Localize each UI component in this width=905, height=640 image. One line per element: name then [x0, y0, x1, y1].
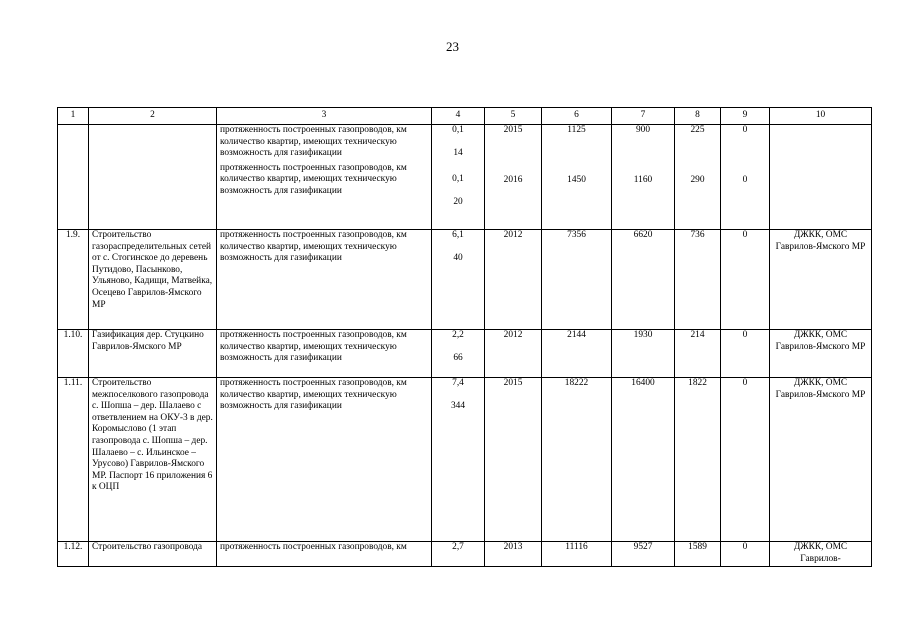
indicator-apartments: количество квартир, имеющих техническую возможность для газификации [220, 136, 397, 159]
row-name: Строительство газораспределительных сетей от с. Стогинское до деревень Путидово, Пасынково, Ульяново, Кадищи, Матвейка, Осецево Гаврилов-Ямского МР [89, 230, 217, 330]
header-cell: 3 [217, 108, 432, 125]
row-number: 1.12. [58, 542, 89, 567]
value-cell [432, 230, 485, 330]
col7-cell: 1930 [612, 330, 675, 378]
executor-cell: ДЖКК, ОМС Гаврилов-Ямского МР [770, 230, 872, 330]
year-cell [485, 125, 542, 230]
indicator-length: протяженность построенных газопроводов, км [220, 378, 407, 388]
total-cell: 11116 [542, 542, 612, 567]
header-cell: 8 [675, 108, 721, 125]
row-number [58, 125, 89, 230]
table-row [58, 378, 872, 542]
executor-cell [770, 125, 872, 230]
indicator-length: протяженность построенных газопроводов, км [220, 330, 407, 340]
indicator-apartments: количество квартир, имеющих техническую возможность для газификации [220, 341, 397, 364]
value-apartments: 14 [453, 147, 463, 158]
value-apartments: 344 [450, 400, 466, 411]
table-row [58, 330, 872, 378]
table-row [58, 125, 872, 230]
indicator-length: протяженность построенных газопроводов, км [220, 125, 407, 135]
row-number: 1.11. [58, 378, 89, 542]
col7-value: 1160 [633, 174, 653, 185]
indicators-cell [217, 330, 432, 378]
col8-cell: 1822 [675, 378, 721, 542]
value-length: 0,1 [452, 174, 464, 185]
value-cell [432, 378, 485, 542]
indicator-length: протяженность построенных газопроводов, км [220, 230, 407, 240]
total-value: 1450 [567, 174, 586, 185]
indicator-apartments: количество квартир, имеющих техническую возможность для газификации [220, 241, 397, 264]
col7-value: 900 [635, 125, 651, 135]
header-cell: 9 [721, 108, 770, 125]
gasification-table [57, 107, 872, 567]
indicators-cell [217, 125, 432, 230]
col8-cell: 736 [675, 230, 721, 330]
row-number: 1.9. [58, 230, 89, 330]
indicator-apartments: количество квартир, имеющих техническую возможность для газификации [220, 174, 397, 196]
year-cell: 2013 [485, 542, 542, 567]
col9-cell: 0 [721, 330, 770, 378]
value-length: 7,4 [452, 378, 464, 388]
year-cell: 2015 [485, 378, 542, 542]
indicators-cell [217, 230, 432, 330]
value-cell [432, 125, 485, 230]
indicator-length: протяженность построенных газопроводов, км [220, 162, 407, 173]
indicators-cell [217, 542, 432, 567]
col8-cell: 1589 [675, 542, 721, 567]
value-apartments: 66 [453, 352, 463, 363]
row-name: Строительство газопровода [89, 542, 217, 567]
value-cell [432, 330, 485, 378]
value-apartments: 40 [453, 252, 463, 263]
row-number: 1.10. [58, 330, 89, 378]
year-cell: 2012 [485, 230, 542, 330]
total-value: 1125 [567, 125, 586, 135]
row-name: Газификация дер. Стуцкино Гаврилов-Ямского МР [89, 330, 217, 378]
header-cell: 7 [612, 108, 675, 125]
table-row [58, 542, 872, 567]
page-number: 23 [446, 39, 459, 54]
col9-cell: 0 [721, 230, 770, 330]
col7-cell [612, 125, 675, 230]
col7-cell: 9527 [612, 542, 675, 567]
col8-value: 290 [690, 174, 705, 185]
indicator-apartments: количество квартир, имеющих техническую возможность для газификации [220, 389, 397, 412]
col8-cell [675, 125, 721, 230]
col9-value: 0 [742, 174, 748, 185]
header-cell: 4 [432, 108, 485, 125]
header-cell: 10 [770, 108, 872, 125]
col9-cell [721, 125, 770, 230]
executor-cell: ДЖКК, ОМС Гаврилов-Ямского МР [770, 378, 872, 542]
table-row [58, 230, 872, 330]
row-name: Строительство межпоселкового газопровода с. Шопша – дер. Шалаево с ответвлением на ОКУ-3 в дер. Коромыслово (1 этап газопровода с. Шопша – дер. Шалаево – с. Ильинское – Урусово) Гаврилов-Ямского МР. Паспорт 16 приложения 6 к ОЦП [89, 378, 217, 542]
col9-value: 0 [742, 125, 748, 135]
header-cell: 2 [89, 108, 217, 125]
value-length: 2,2 [452, 330, 464, 340]
col9-cell: 0 [721, 542, 770, 567]
indicator-length: протяженность построенных газопроводов, км [220, 542, 407, 552]
header-cell: 6 [542, 108, 612, 125]
col7-cell: 6620 [612, 230, 675, 330]
executor-cell: ДЖКК, ОМС Гаврилов- [770, 542, 872, 567]
value-cell: 2,7 [432, 542, 485, 567]
value-apartments: 20 [453, 196, 463, 207]
total-cell: 2144 [542, 330, 612, 378]
year-cell: 2012 [485, 330, 542, 378]
total-cell: 7356 [542, 230, 612, 330]
header-cell: 1 [58, 108, 89, 125]
header-cell: 5 [485, 108, 542, 125]
col9-cell: 0 [721, 378, 770, 542]
value-length: 0,1 [452, 125, 464, 135]
total-cell: 18222 [542, 378, 612, 542]
col8-value: 225 [690, 125, 705, 135]
indicators-cell [217, 378, 432, 542]
header-row [58, 108, 872, 125]
col8-cell: 214 [675, 330, 721, 378]
total-cell [542, 125, 612, 230]
row-name [89, 125, 217, 230]
value-length: 6,1 [452, 230, 464, 240]
year-value: 2016 [503, 174, 523, 185]
year-value: 2015 [503, 125, 523, 135]
col7-cell: 16400 [612, 378, 675, 542]
executor-cell: ДЖКК, ОМС Гаврилов-Ямского МР [770, 330, 872, 378]
